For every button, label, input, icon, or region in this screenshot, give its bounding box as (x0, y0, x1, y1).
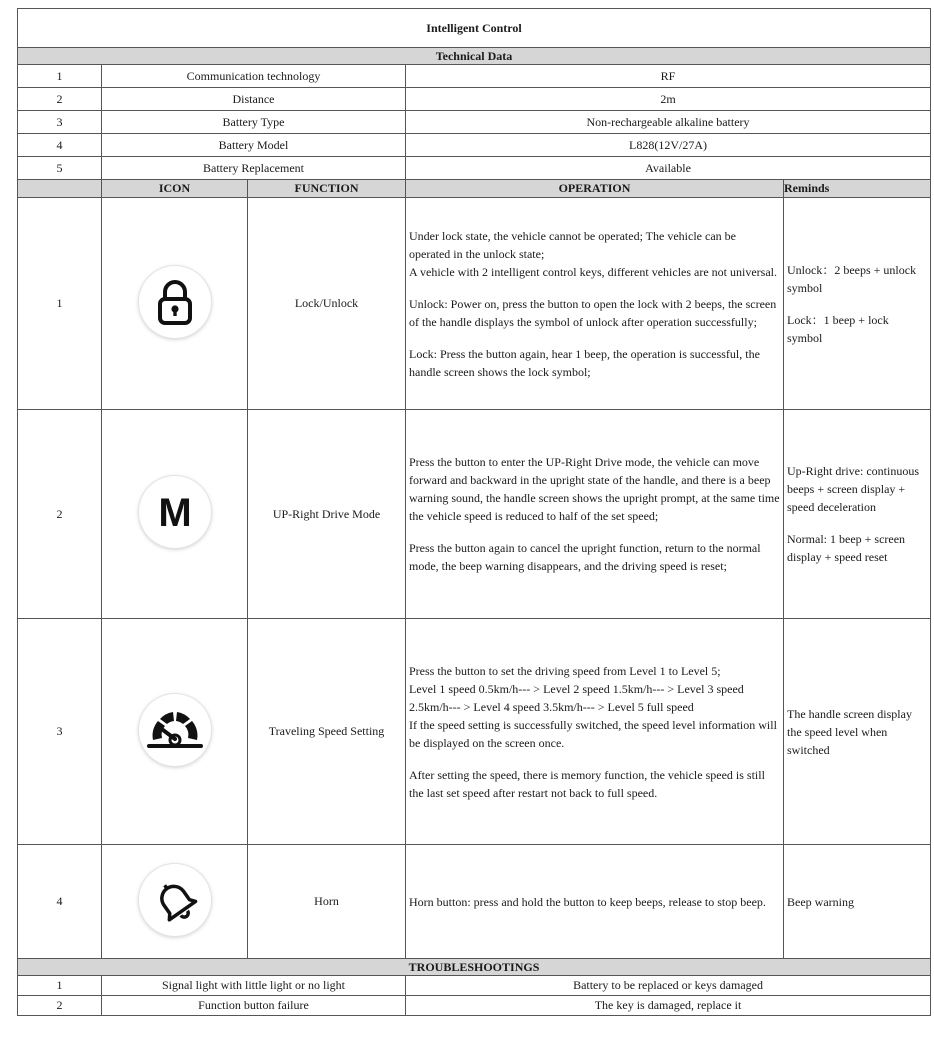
spec-number: 3 (18, 111, 102, 134)
function-name: UP-Right Drive Mode (248, 410, 406, 619)
page-title: Intelligent Control (18, 9, 931, 48)
header-icon: ICON (102, 180, 248, 198)
icon-cell (102, 198, 248, 410)
function-number: 1 (18, 198, 102, 410)
header-function: FUNCTION (248, 180, 406, 198)
operation-text (406, 619, 784, 845)
reminds-text (784, 619, 931, 845)
function-number: 3 (18, 619, 102, 845)
operation-text (406, 198, 784, 410)
reminds-line: The handle screen display the speed level when switched (787, 706, 912, 757)
function-header-row (18, 180, 931, 198)
ts-problem: Signal light with little light or no light (102, 976, 406, 996)
troubleshooting-row (18, 996, 931, 1016)
speedometer-icon (139, 694, 211, 766)
spec-number: 4 (18, 134, 102, 157)
reminds-text (784, 845, 931, 959)
ts-problem: Function button failure (102, 996, 406, 1016)
icon-cell (102, 619, 248, 845)
operation-line: Press the button again to cancel the upright function, return to the normal mode, the beep warning disappears, and the driving speed is reset; (409, 541, 761, 573)
spec-number: 2 (18, 88, 102, 111)
reminds-line: Lock：1 beep + lock symbol (787, 312, 889, 345)
spec-item: Distance (102, 88, 406, 111)
function-row-lock (18, 198, 931, 410)
function-number: 2 (18, 410, 102, 619)
spec-row (18, 65, 931, 88)
spec-number: 5 (18, 157, 102, 180)
header-operation: OPERATION (406, 180, 784, 198)
icon-cell (102, 410, 248, 619)
operation-line: Under lock state, the vehicle cannot be operated; The vehicle can be operated in the unlock state; (409, 228, 736, 261)
ts-number: 1 (18, 976, 102, 996)
operation-text (406, 845, 784, 959)
operation-line: Horn button: press and hold the button to keep beeps, release to stop beep. (409, 894, 766, 909)
m-letter-icon (139, 476, 211, 548)
function-row-upright (18, 410, 931, 619)
troubleshooting-heading: TROUBLESHOOTINGS (18, 959, 931, 976)
spec-item: Battery Type (102, 111, 406, 134)
spec-value: Non-rechargeable alkaline battery (406, 111, 931, 134)
function-name: Lock/Unlock (248, 198, 406, 410)
spec-item: Battery Model (102, 134, 406, 157)
spec-item: Battery Replacement (102, 157, 406, 180)
function-row-speed (18, 619, 931, 845)
bell-icon (139, 864, 211, 936)
operation-line: Lock: Press the button again, hear 1 beep, the operation is successful, the handle screen shows the lock symbol; (409, 346, 760, 379)
spec-value: Available (406, 157, 931, 180)
ts-solution: The key is damaged, replace it (406, 996, 931, 1016)
reminds-line: Beep warning (787, 894, 854, 909)
spec-value: L828(12V/27A) (406, 134, 931, 157)
operation-line: Press the button to set the driving speed from Level 1 to Level 5; (409, 663, 721, 678)
svg-text:M: M (157, 491, 192, 535)
operation-line: Press the button to enter the UP-Right Drive mode, the vehicle can move forward and backward in the upright state of the handle, and there is a beep warning sound, the handle screen shows the upright prompt, at the same time the vehicle speed is reduced to half of the set speed; (409, 455, 780, 523)
spec-item: Communication technology (102, 65, 406, 88)
intelligent-control-table (17, 8, 931, 1016)
spec-row (18, 88, 931, 111)
function-number: 4 (18, 845, 102, 959)
reminds-text (784, 198, 931, 410)
icon-cell (102, 845, 248, 959)
lock-icon (139, 266, 211, 338)
function-name: Horn (248, 845, 406, 959)
operation-line: After setting the speed, there is memory function, the vehicle speed is still the last set speed after restart not back to full speed. (409, 767, 765, 800)
reminds-line: Normal: 1 beep + screen display + speed reset (787, 532, 906, 564)
function-name: Traveling Speed Setting (248, 619, 406, 845)
header-reminds: Reminds (784, 180, 931, 198)
operation-line: Unlock: Power on, press the button to open the lock with 2 beeps, the screen of the handle displays the symbol of unlock after operation successfully; (409, 296, 777, 329)
spec-row (18, 111, 931, 134)
operation-line: Level 1 speed 0.5km/h--- > Level 2 speed 1.5km/h--- > Level 3 speed 2.5km/h--- > Level 4 speed 3.5km/h--- > Level 5 full speed (409, 681, 744, 714)
header-blank (18, 180, 102, 198)
reminds-line: Unlock：2 beeps + unlock symbol (787, 262, 917, 295)
troubleshooting-row (18, 976, 931, 996)
spec-number: 1 (18, 65, 102, 88)
spec-value: 2m (406, 88, 931, 111)
function-row-horn (18, 845, 931, 959)
operation-line: A vehicle with 2 intelligent control keys, different vehicles are not universal. (409, 264, 778, 279)
spec-value: RF (406, 65, 931, 88)
spec-row (18, 134, 931, 157)
ts-solution: Battery to be replaced or keys damaged (406, 976, 931, 996)
technical-data-heading: Technical Data (18, 48, 931, 65)
reminds-line: Up-Right drive: continuous beeps + screen display + speed deceleration (787, 464, 919, 514)
spec-row (18, 157, 931, 180)
reminds-text (784, 410, 931, 619)
operation-text (406, 410, 784, 619)
ts-number: 2 (18, 996, 102, 1016)
operation-line: If the speed setting is successfully switched, the speed level information will be displayed on the screen once. (409, 717, 777, 750)
